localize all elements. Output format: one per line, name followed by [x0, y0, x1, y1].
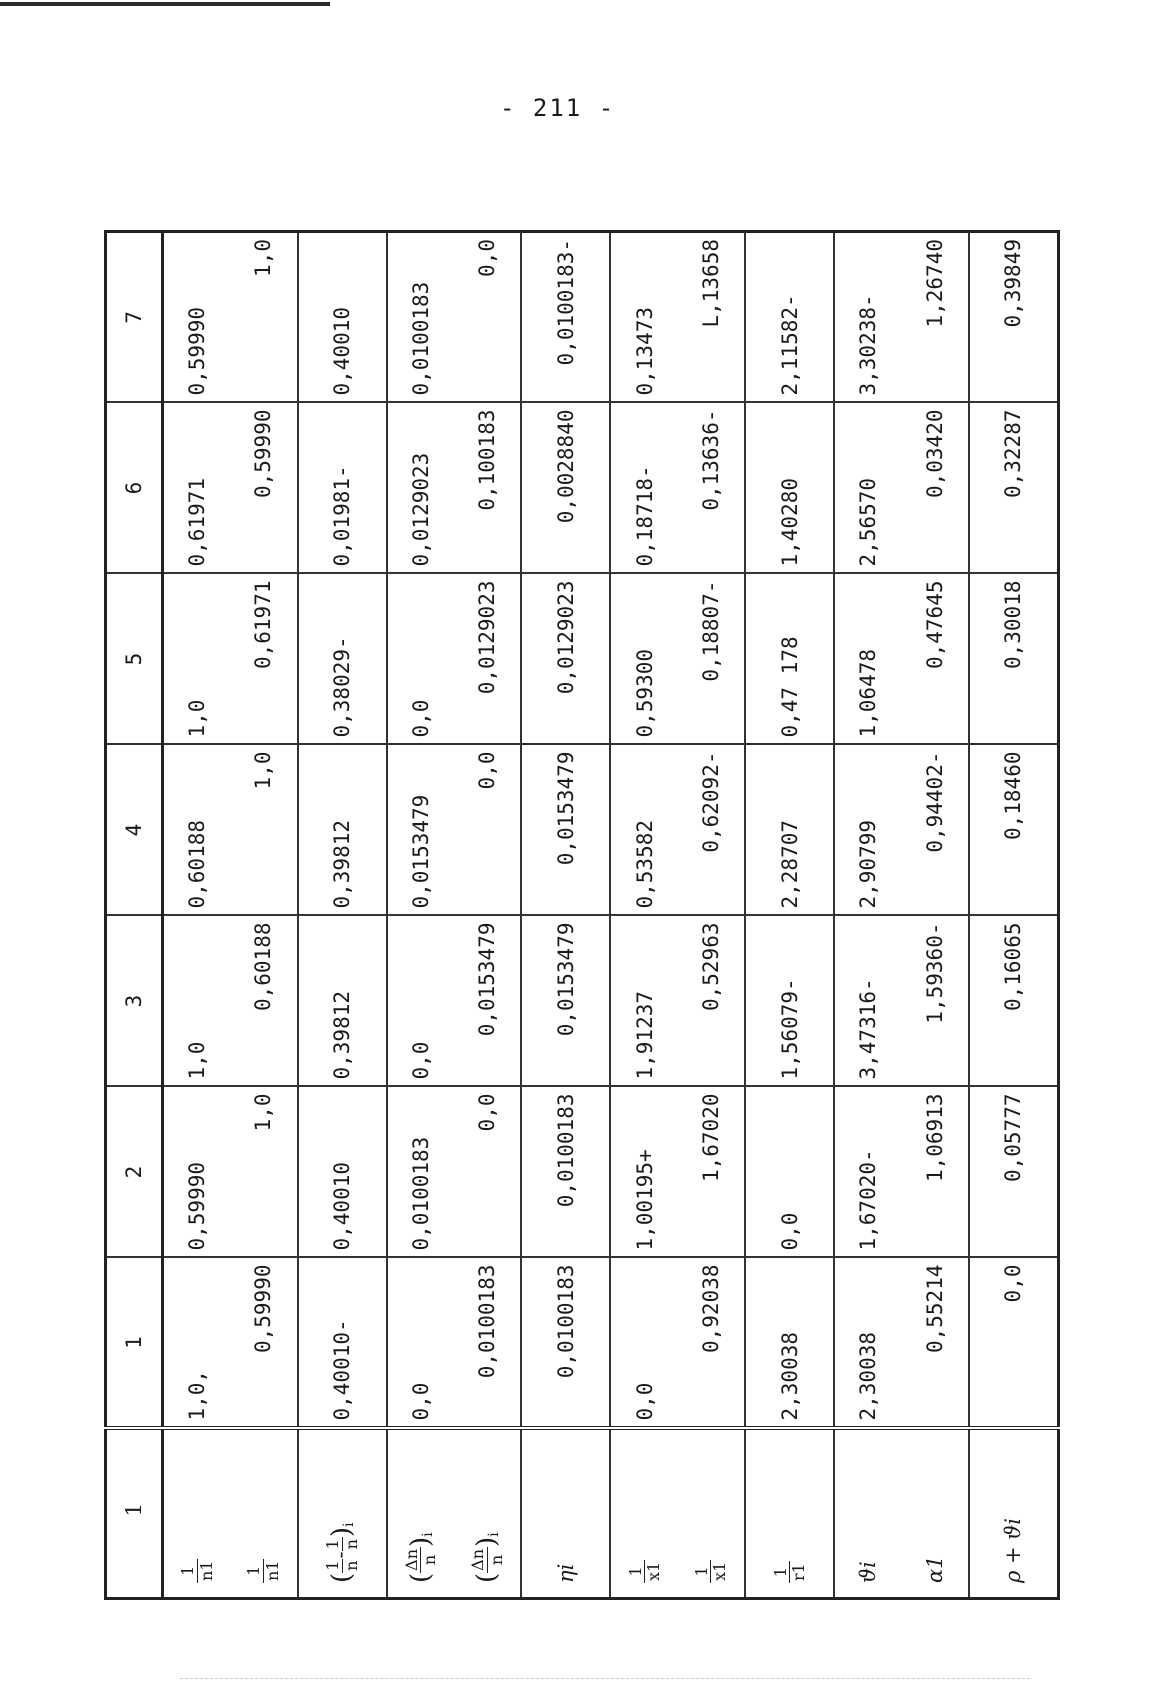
table-cell: 0,39812	[298, 745, 387, 916]
table-cell: 1,0	[162, 574, 230, 745]
table-cell: 1,67020-	[834, 1087, 901, 1258]
row-label	[387, 1429, 454, 1599]
fraction-denominator: n1	[262, 1560, 282, 1581]
fraction-denominator: x1	[644, 1561, 664, 1581]
label-operator: -	[328, 1551, 353, 1559]
table-cell: 0,60188	[230, 916, 297, 1087]
label-paren-open: (	[405, 1572, 436, 1583]
table-cell: 1,0	[230, 1087, 297, 1258]
label-fraction	[245, 1559, 281, 1583]
header-cell: 5	[106, 574, 163, 745]
table-row	[610, 232, 677, 1599]
label-paren-close: )	[472, 1536, 503, 1547]
fraction-denominator: n	[341, 1539, 361, 1550]
label-subscript: i	[419, 1532, 436, 1537]
row-label-symbol: α1	[922, 1555, 947, 1583]
header-cell: 4	[106, 745, 163, 916]
table-row	[230, 232, 297, 1599]
table-cell: 0,0	[745, 1087, 834, 1258]
table-cell: 0,59990	[230, 403, 297, 574]
table-row	[454, 232, 521, 1599]
table-cell: 0,0	[454, 232, 521, 403]
table-cell: 1,40280	[745, 403, 834, 574]
label-fraction	[403, 1547, 439, 1573]
row-label	[834, 1429, 901, 1599]
label-fraction	[324, 1537, 360, 1551]
label-paren-open: (	[472, 1572, 503, 1583]
table-row	[969, 232, 1059, 1599]
table-cell: 0,61971	[230, 574, 297, 745]
table-cell: 0,0	[454, 1087, 521, 1258]
header-cell: 3	[106, 916, 163, 1087]
fraction-numerator: 1	[627, 1560, 646, 1583]
table-cell: 1,0	[162, 916, 230, 1087]
fraction-numerator: 1	[324, 1559, 343, 1573]
table-cell: 0,0100183-	[521, 232, 610, 403]
table-row	[745, 232, 834, 1599]
table-cell: 0,0153479	[454, 916, 521, 1087]
table-cell: 0,0	[454, 745, 521, 916]
table-cell: 1,0	[230, 232, 297, 403]
table-cell: 0,40010	[298, 232, 387, 403]
table-cell: 2,30038	[745, 1258, 834, 1429]
row-label	[678, 1429, 745, 1599]
table-cell: 0,47 178	[745, 574, 834, 745]
table-cell: 0,47645	[902, 574, 969, 745]
table-cell: 0,92038	[678, 1258, 745, 1429]
row-label	[521, 1429, 610, 1599]
table-cell: 0,0100183	[521, 1087, 610, 1258]
table-cell: 1,91237	[610, 916, 677, 1087]
table-cell: 0,13473	[610, 232, 677, 403]
header-cell: 2	[106, 1087, 163, 1258]
table-cell: 0,32287	[969, 403, 1059, 574]
table-cell: 0,39849	[969, 232, 1059, 403]
table-cell: 0,94402-	[902, 745, 969, 916]
label-paren-open: (	[327, 1572, 358, 1583]
table-cell: 0,0153479	[521, 745, 610, 916]
table-cell: 0,52963	[678, 916, 745, 1087]
table-cell: 2,56570	[834, 403, 901, 574]
table-cell: 0,0129023	[387, 403, 454, 574]
fraction-denominator: n1	[196, 1560, 216, 1581]
row-label	[745, 1429, 834, 1599]
data-table	[104, 230, 1060, 1600]
table-cell: 0,100183	[454, 403, 521, 574]
table-cell: 0,05777	[969, 1087, 1059, 1258]
table-cell: 1,56079-	[745, 916, 834, 1087]
label-fraction	[772, 1561, 808, 1583]
table-row	[678, 232, 745, 1599]
table-cell: 0,03420	[902, 403, 969, 574]
table-cell: 0,18718-	[610, 403, 677, 574]
fraction-numerator: Δn	[468, 1548, 488, 1571]
table-cell: 0,59990	[162, 1087, 230, 1258]
fraction-numerator: 1	[772, 1561, 791, 1583]
table-cell: 2,11582-	[745, 232, 834, 403]
label-fraction	[324, 1559, 360, 1573]
table-cell: 1,59360-	[902, 916, 969, 1087]
label-subscript: i	[340, 1522, 357, 1527]
table-cell: 0,0	[969, 1258, 1059, 1429]
label-fraction	[693, 1560, 729, 1583]
row-label	[969, 1429, 1059, 1599]
header-cell: 1	[106, 1258, 163, 1429]
label-fraction	[469, 1547, 505, 1573]
table-cell: 1,67020	[678, 1087, 745, 1258]
table-cell: 1,06478	[834, 574, 901, 745]
fraction-numerator: 1	[245, 1559, 264, 1583]
fraction-numerator: 1	[693, 1560, 712, 1583]
row-label	[298, 1429, 387, 1599]
table-cell: 1,0,	[162, 1258, 230, 1429]
data-table-rotated	[104, 230, 1060, 1600]
row-label	[230, 1429, 297, 1599]
table-cell: 0,0153479	[387, 745, 454, 916]
header-cell: 7	[106, 232, 163, 403]
row-label-symbol: ρ + ϑi	[1001, 1517, 1026, 1583]
label-paren-close: )	[327, 1526, 358, 1538]
page-number: - 211 -	[500, 94, 616, 122]
table-row	[162, 232, 230, 1599]
fraction-numerator: 1	[179, 1559, 198, 1583]
table-cell: 0,0100183	[454, 1258, 521, 1429]
table-cell: 1,00195+	[610, 1087, 677, 1258]
table-row	[387, 232, 454, 1599]
table-cell: 2,28707	[745, 745, 834, 916]
row-label	[610, 1429, 677, 1599]
table-cell: L,13658	[678, 232, 745, 403]
table-cell: 0,61971	[162, 403, 230, 574]
table-cell: 0,0028840	[521, 403, 610, 574]
table-cell: 0,60188	[162, 745, 230, 916]
label-fraction	[179, 1559, 215, 1583]
table-cell: 0,0100183	[521, 1258, 610, 1429]
table-cell: 0,0100183	[387, 232, 454, 403]
row-label	[162, 1429, 230, 1599]
label-fraction	[627, 1560, 663, 1583]
table-cell: 0,0	[387, 916, 454, 1087]
table-cell: 0,0	[610, 1258, 677, 1429]
header-cell: 6	[106, 403, 163, 574]
fraction-denominator: n	[341, 1560, 361, 1571]
fraction-numerator: 1	[324, 1537, 343, 1551]
table-cell: 0,39812	[298, 916, 387, 1087]
table-cell: 0,62092-	[678, 745, 745, 916]
label-subscript: i	[485, 1532, 502, 1537]
table-cell: 0,55214	[902, 1258, 969, 1429]
table-cell: 1,0	[230, 745, 297, 916]
table-cell: 1,26740	[902, 232, 969, 403]
header-row	[106, 232, 163, 1599]
table-cell: 0,0129023	[454, 574, 521, 745]
table-cell: 0,18807-	[678, 574, 745, 745]
fraction-denominator: r1	[789, 1563, 809, 1581]
table-cell: 0,30018	[969, 574, 1059, 745]
table-cell: 0,0129023	[521, 574, 610, 745]
table-cell: 0,53582	[610, 745, 677, 916]
table-cell: 2,90799	[834, 745, 901, 916]
table-cell: 2,30038	[834, 1258, 901, 1429]
table-cell: 1,06913	[902, 1087, 969, 1258]
table-cell: 0,0153479	[521, 916, 610, 1087]
table-cell: 0,38029-	[298, 574, 387, 745]
fraction-denominator: n	[420, 1554, 440, 1566]
table-cell: 0,01981-	[298, 403, 387, 574]
table-row	[298, 232, 387, 1599]
table-cell: 0,59300	[610, 574, 677, 745]
footer-smudge	[180, 1678, 1030, 1680]
fraction-numerator: Δn	[401, 1548, 421, 1571]
table-cell: 0,0100183	[387, 1087, 454, 1258]
row-label-symbol: ϑi	[856, 1561, 881, 1583]
table-cell: 3,30238-	[834, 232, 901, 403]
table-cell: 0,0	[387, 1258, 454, 1429]
table-cell: 0,0	[387, 574, 454, 745]
row-label	[902, 1429, 969, 1599]
table-row	[902, 232, 969, 1599]
top-rule	[0, 2, 330, 6]
table-cell: 0,59990	[230, 1258, 297, 1429]
row-label	[454, 1429, 521, 1599]
table-cell: 0,18460	[969, 745, 1059, 916]
table-cell: 0,59990	[162, 232, 230, 403]
table-cell: 0,16065	[969, 916, 1059, 1087]
table-cell: 0,40010-	[298, 1258, 387, 1429]
table-cell: 3,47316-	[834, 916, 901, 1087]
table-cell: 0,13636-	[678, 403, 745, 574]
row-label-symbol: ηi	[553, 1563, 578, 1583]
table-cell: 0,40010	[298, 1087, 387, 1258]
fraction-denominator: n	[486, 1554, 506, 1566]
header-cell: 1	[106, 1429, 163, 1599]
table-row	[521, 232, 610, 1599]
table-body	[106, 232, 1059, 1599]
fraction-denominator: x1	[710, 1561, 730, 1581]
label-paren-close: )	[405, 1536, 436, 1547]
table-row	[834, 232, 901, 1599]
